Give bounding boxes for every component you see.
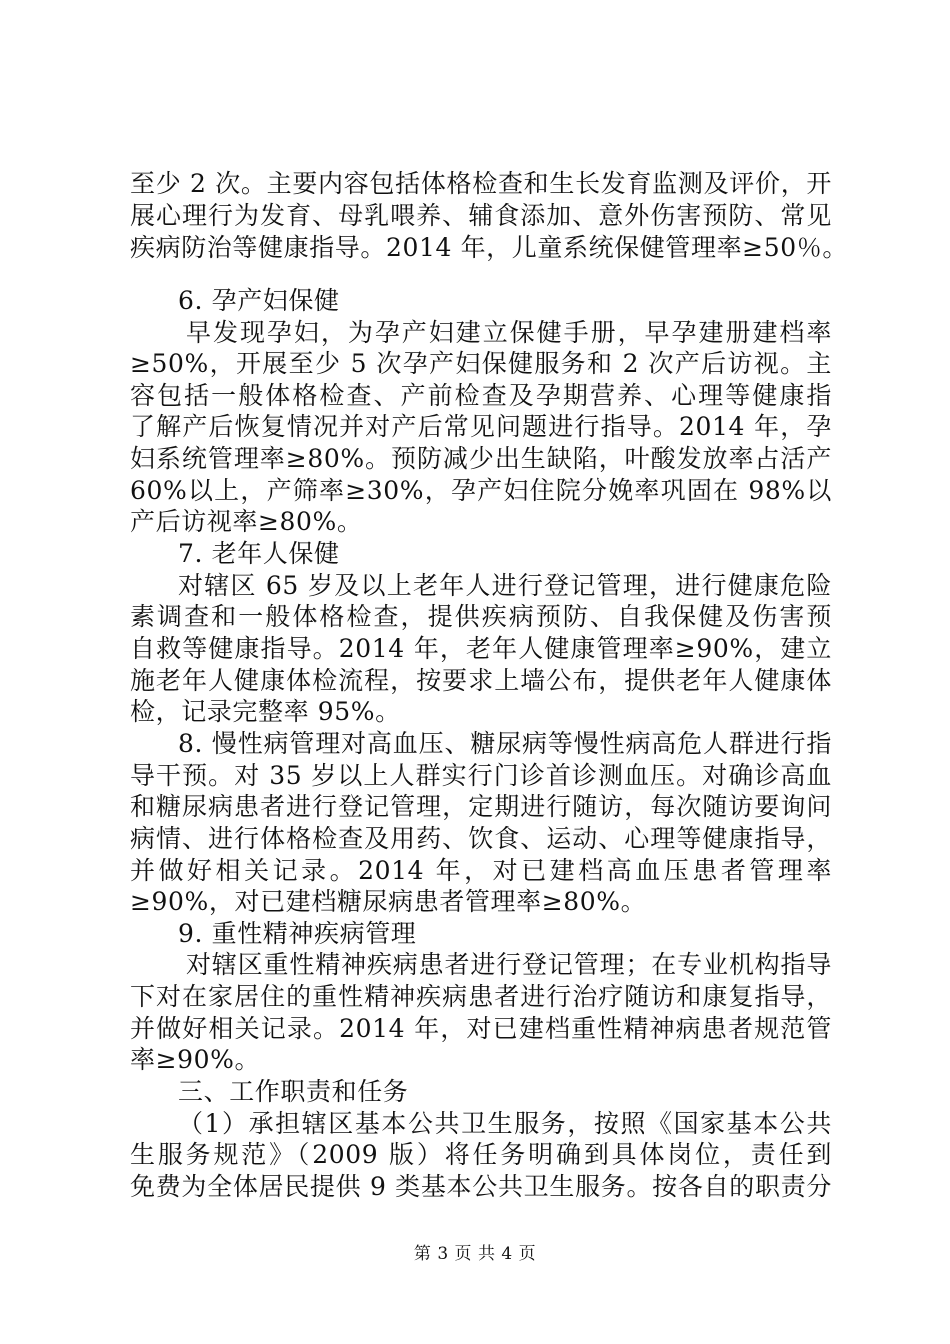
paragraph-line: 并做好相关记录。2014 年，对已建档高血压患者管理率 <box>130 856 832 885</box>
paragraph-line: 容包括一般体格检查、产前检查及孕期营养、心理等健康指 <box>130 381 832 410</box>
paragraph-line: 和糖尿病患者进行登记管理，定期进行随访，每次随访要询问 <box>130 792 832 821</box>
paragraph-line: 对辖区重性精神疾病患者进行登记管理；在专业机构指导 <box>186 950 832 979</box>
paragraph-line: ≥90%，对已建档糖尿病患者管理率≥80%。 <box>130 887 647 916</box>
paragraph-line: 下对在家居住的重性精神疾病患者进行治疗随访和康复指导， <box>130 982 832 1011</box>
paragraph-line: 生服务规范》（2009 版）将任务明确到具体岗位，责任到 <box>130 1140 832 1169</box>
section-heading-chronic-disease: 8. 慢性病管理对高血压、糖尿病等慢性病高危人群进行指 <box>178 729 832 758</box>
paragraph-line: 自救等健康指导。2014 年，老年人健康管理率≥90%，建立 <box>130 634 832 663</box>
paragraph-line: （1）承担辖区基本公共卫生服务，按照《国家基本公共 <box>178 1109 832 1138</box>
paragraph-line: 检，记录完整率 95%。 <box>130 697 401 726</box>
paragraph-line: 免费为全体居民提供 9 类基本公共卫生服务。按各自的职责分 <box>130 1172 832 1201</box>
section-heading-maternal-care: 6. 孕产妇保健 <box>178 286 340 315</box>
paragraph-line: 至少 2 次。主要内容包括体格检查和生长发育监测及评价，开 <box>130 169 832 198</box>
paragraph-line: 病情、进行体格检查及用药、饮食、运动、心理等健康指导， <box>130 824 832 853</box>
paragraph-line: 导干预。对 35 岁以上人群实行门诊首诊测血压。对确诊高血 <box>130 761 832 790</box>
paragraph-line: 对辖区 65 岁及以上老年人进行登记管理，进行健康危险 <box>178 571 832 600</box>
paragraph-line: 产后访视率≥80%。 <box>130 507 363 536</box>
paragraph-line: 60%以上，产筛率≥30%，孕产妇住院分娩率巩固在 98%以 <box>130 476 832 505</box>
section-heading-mental-illness: 9. 重性精神疾病管理 <box>178 919 417 948</box>
page-footer: 第 3 页 共 4 页 <box>413 1244 537 1264</box>
paragraph-line: 了解产后恢复情况并对产后常见问题进行指导。2014 年，孕 <box>130 412 832 441</box>
paragraph-line: 并做好相关记录。2014 年，对已建档重性精神病患者规范管 <box>130 1014 832 1043</box>
paragraph-line: 妇系统管理率≥80%。预防减少出生缺陷，叶酸发放率占活产 <box>130 444 832 473</box>
paragraph-line: 素调查和一般体格检查，提供疾病预防、自我保健及伤害预 <box>130 602 832 631</box>
paragraph-line: 疾病防治等健康指导。2014 年，儿童系统保健管理率≥50％。 <box>130 233 848 262</box>
section-heading-duties: 三、工作职责和任务 <box>178 1077 409 1106</box>
paragraph-line: 施老年人健康体检流程，按要求上墙公布，提供老年人健康体 <box>130 666 832 695</box>
paragraph-line: 展心理行为发育、母乳喂养、辅食添加、意外伤害预防、常见 <box>130 201 832 230</box>
paragraph-line: 率≥90%。 <box>130 1045 261 1074</box>
paragraph-line: ≥50%，开展至少 5 次孕产妇保健服务和 2 次产后访视。主 <box>130 349 832 378</box>
section-heading-elderly-care: 7. 老年人保健 <box>178 539 340 568</box>
paragraph-line: 早发现孕妇，为孕产妇建立保健手册，早孕建册建档率 <box>186 318 832 347</box>
